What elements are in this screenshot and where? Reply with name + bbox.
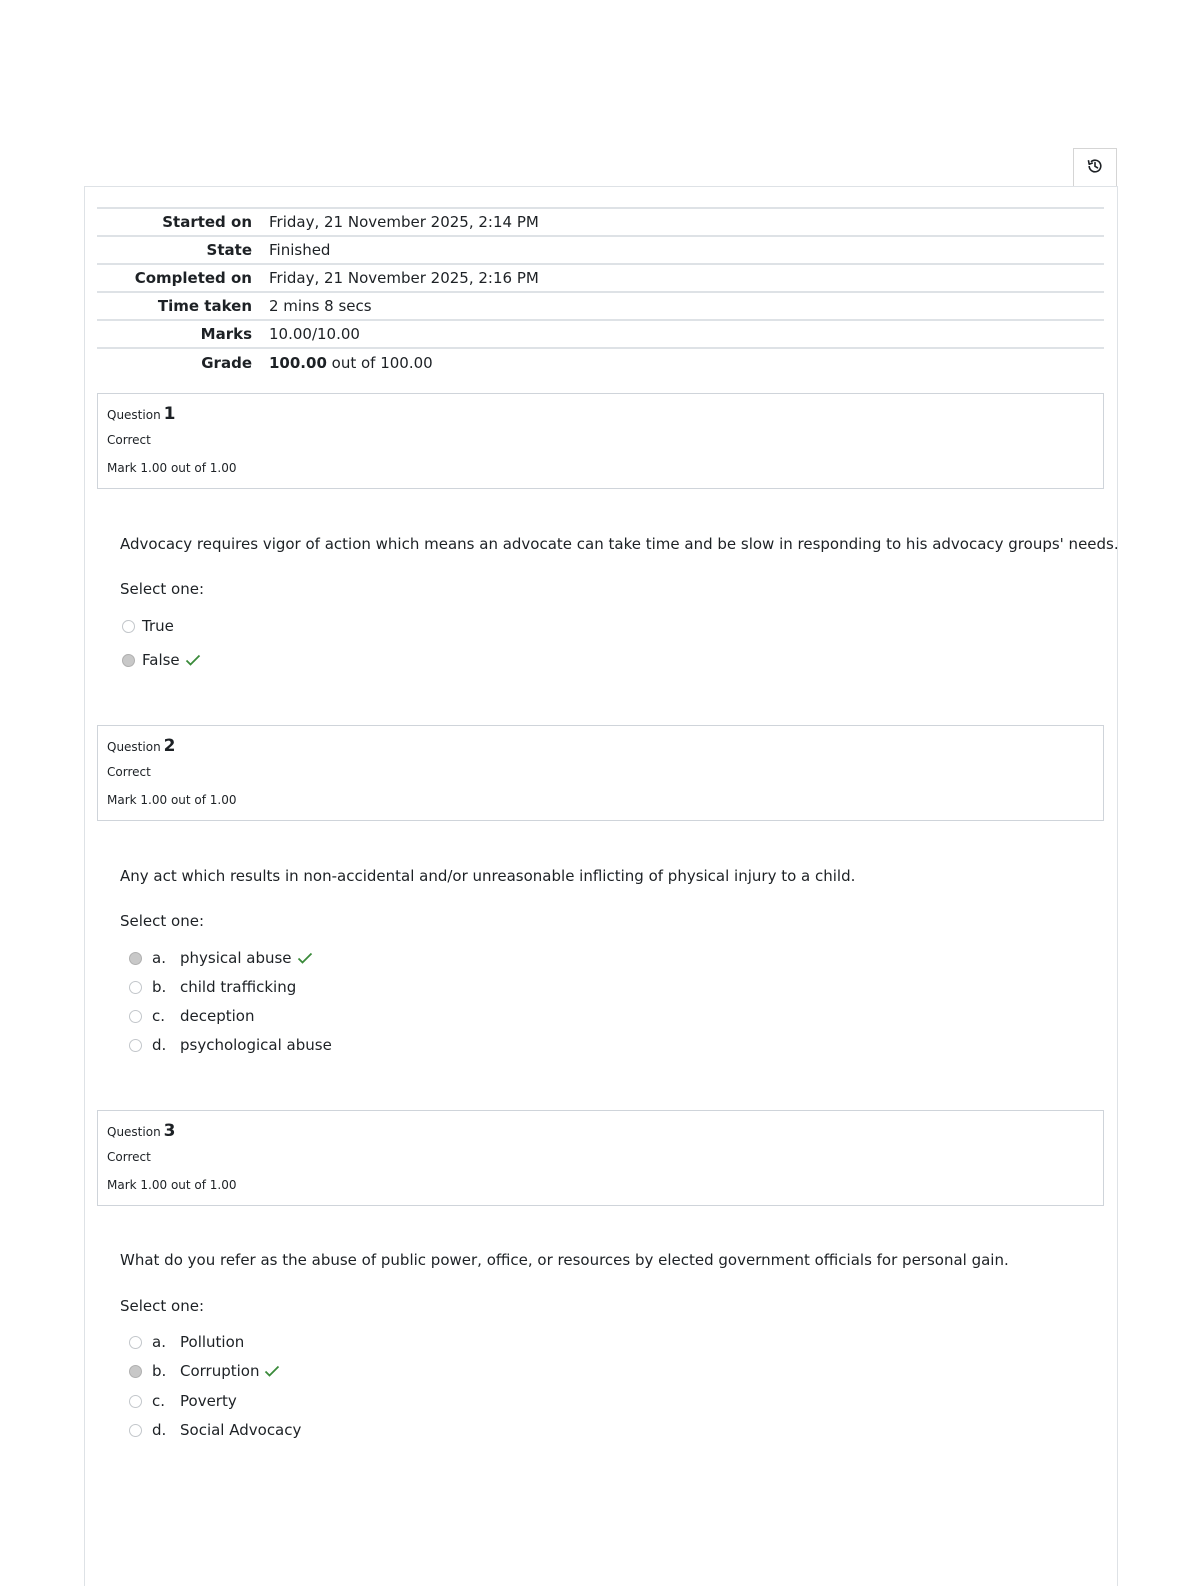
grade-value: 100.00 [269, 354, 327, 372]
summary-row-grade [97, 349, 1104, 377]
radio-button[interactable] [129, 1039, 142, 1052]
question-label: Question [107, 1125, 161, 1139]
answer-option[interactable] [129, 1007, 254, 1025]
radio-button[interactable] [129, 1010, 142, 1023]
summary-value: Friday, 21 November 2025, 2:16 PM [269, 269, 539, 287]
option-text: deception [180, 1007, 255, 1025]
answer-option[interactable] [122, 651, 201, 669]
select-one-prompt: Select one: [120, 580, 205, 598]
option-letter: d. [152, 1036, 167, 1054]
select-one-prompt: Select one: [120, 1297, 205, 1315]
question-state: Correct [107, 765, 151, 779]
option-letter: d. [152, 1421, 167, 1439]
question-grade: Mark 1.00 out of 1.00 [107, 461, 237, 475]
question-text: Any act which results in non-accidental and/or unreasonable inflicting of physical injury to a child. [120, 867, 856, 885]
option-letter: b. [152, 1362, 167, 1380]
radio-button[interactable] [129, 1424, 142, 1437]
option-text: psychological abuse [180, 1036, 332, 1054]
summary-label: Time taken [157, 297, 252, 315]
option-text: physical abuse [180, 949, 292, 967]
question-state: Correct [107, 433, 151, 447]
radio-button[interactable] [122, 620, 135, 633]
option-text: Social Advocacy [180, 1421, 302, 1439]
question-label: Question [107, 740, 161, 754]
question-text: Advocacy requires vigor of action which means an advocate can take time and be slow in responding to his advocacy groups' needs. [120, 535, 1119, 553]
option-letter: a. [152, 949, 166, 967]
summary-value [269, 354, 433, 372]
answer-option[interactable] [129, 978, 296, 996]
question-number [107, 404, 176, 424]
question-grade: Mark 1.00 out of 1.00 [107, 793, 237, 807]
radio-button[interactable] [122, 654, 135, 667]
history-icon [1086, 157, 1104, 179]
question-label: Question [107, 408, 161, 422]
question-info [97, 393, 1104, 489]
summary-label: Started on [162, 213, 252, 231]
summary-value: 2 mins 8 secs [269, 297, 372, 315]
option-text: Pollution [180, 1333, 245, 1351]
check-icon [185, 654, 201, 666]
answer-option[interactable] [129, 1421, 301, 1439]
summary-value: Finished [269, 241, 331, 259]
answer-option[interactable] [129, 1392, 237, 1410]
option-letter: c. [152, 1392, 166, 1410]
option-text: True [142, 617, 174, 635]
radio-button[interactable] [129, 1365, 142, 1378]
radio-button[interactable] [129, 1336, 142, 1349]
option-letter: a. [152, 1333, 166, 1351]
answer-option[interactable] [129, 1036, 332, 1054]
option-text: child trafficking [180, 978, 297, 996]
summary-label: Completed on [134, 269, 252, 287]
option-text: False [142, 651, 180, 669]
summary-value: 10.00/10.00 [269, 325, 360, 343]
option-text: Poverty [180, 1392, 237, 1410]
summary-label: Marks [200, 325, 252, 343]
check-icon [297, 952, 313, 964]
summary-row-state [97, 237, 1104, 265]
summary-row-marks [97, 321, 1104, 349]
history-button[interactable] [1073, 148, 1117, 187]
question-number [107, 736, 176, 756]
radio-button[interactable] [129, 981, 142, 994]
question-number-value: 2 [163, 736, 176, 756]
grade-out-of: out of 100.00 [326, 354, 433, 372]
summary-row-completed [97, 265, 1104, 293]
summary-label: State [206, 241, 252, 259]
option-text: Corruption [180, 1362, 260, 1380]
question-text: What do you refer as the abuse of public power, office, or resources by elected government officials for personal gain. [120, 1251, 1009, 1269]
summary-value: Friday, 21 November 2025, 2:14 PM [269, 213, 539, 231]
answer-option[interactable] [129, 1333, 244, 1351]
answer-option[interactable] [129, 1362, 280, 1380]
check-icon [264, 1365, 280, 1377]
question-info [97, 1110, 1104, 1206]
answer-option[interactable] [129, 949, 313, 967]
question-info [97, 725, 1104, 821]
question-grade: Mark 1.00 out of 1.00 [107, 1178, 237, 1192]
summary-row-time-taken [97, 293, 1104, 321]
radio-button[interactable] [129, 1395, 142, 1408]
question-state: Correct [107, 1150, 151, 1164]
radio-button[interactable] [129, 952, 142, 965]
select-one-prompt: Select one: [120, 912, 205, 930]
answer-option[interactable] [122, 617, 174, 635]
summary-row-started [97, 209, 1104, 237]
option-letter: b. [152, 978, 167, 996]
attempt-summary-table [97, 207, 1104, 377]
question-number-value: 1 [163, 404, 176, 424]
question-number [107, 1121, 176, 1141]
summary-label: Grade [201, 354, 252, 372]
option-letter: c. [152, 1007, 166, 1025]
question-number-value: 3 [163, 1121, 176, 1141]
